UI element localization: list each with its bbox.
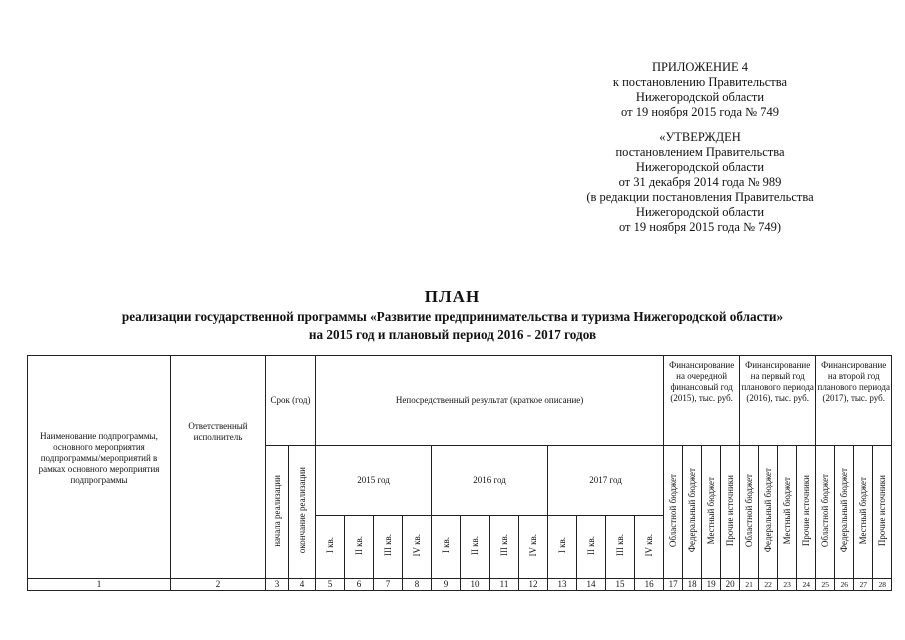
term-start-header: начала реализации [266, 446, 289, 579]
quarter-header: II кв. [345, 516, 374, 579]
quarter-header: I кв. [432, 516, 461, 579]
budget-header: Местный бюджет [778, 446, 797, 579]
budget-header: Областной бюджет [664, 446, 683, 579]
appendix-label: ПРИЛОЖЕНИЕ 4 [651, 60, 749, 74]
column-number: 27 [854, 579, 873, 591]
approved-date: от 19 ноября 2015 года № 749) [618, 220, 782, 234]
column-number: 13 [548, 579, 577, 591]
budget-header: Местный бюджет [854, 446, 873, 579]
column-number: 4 [289, 579, 316, 591]
year-2016-header: 2016 год [432, 446, 548, 516]
col-fin-2015-header: Финансирование на очередной финансовый год (2015), тыс. руб. [664, 356, 740, 446]
plan-subtitle-period: на 2015 год и плановый период 2016 - 2017 годов [308, 327, 597, 342]
plan-title: ПЛАН [424, 287, 481, 306]
column-number: 15 [606, 579, 635, 591]
approval-block [520, 60, 880, 235]
column-number: 16 [635, 579, 664, 591]
column-number: 23 [778, 579, 797, 591]
column-number: 12 [519, 579, 548, 591]
quarter-header: II кв. [461, 516, 490, 579]
column-number: 14 [577, 579, 606, 591]
budget-header: Областной бюджет [816, 446, 835, 579]
budget-header: Федеральный бюджет [835, 446, 854, 579]
budget-header: Местный бюджет [702, 446, 721, 579]
column-number: 8 [403, 579, 432, 591]
appendix-line: к постановлению Правительства [612, 75, 788, 89]
approved-date: от 31 декабря 2014 года № 989 [618, 175, 782, 189]
year-2017-header: 2017 год [548, 446, 664, 516]
quarter-header: III кв. [490, 516, 519, 579]
quarter-header: I кв. [548, 516, 577, 579]
quarter-header: IV кв. [635, 516, 664, 579]
plan-subtitle: реализации государственной программы «Развитие предпринимательства и туризма Нижегородской области» [121, 309, 784, 324]
col-executor-header: Ответственный исполнитель [171, 356, 266, 579]
column-number: 7 [374, 579, 403, 591]
approved-line: (в редакции постановления Правительства [586, 190, 814, 204]
term-end-header: окончание реализации [289, 446, 316, 579]
column-number: 3 [266, 579, 289, 591]
column-number: 20 [721, 579, 740, 591]
column-number: 11 [490, 579, 519, 591]
appendix-date: от 19 ноября 2015 года № 749 [621, 105, 779, 119]
plan-table [27, 355, 892, 591]
quarter-header: IV кв. [403, 516, 432, 579]
quarter-header: III кв. [374, 516, 403, 579]
quarter-header: I кв. [316, 516, 345, 579]
col-name-header: Наименование подпрограммы, основного мероприятия подпрограммы/мероприятий в рамках основного мероприятия подпрограммы [28, 356, 171, 579]
column-number: 10 [461, 579, 490, 591]
budget-header: Прочие источники [721, 446, 740, 579]
budget-header: Федеральный бюджет [683, 446, 702, 579]
column-number: 22 [759, 579, 778, 591]
column-number: 21 [740, 579, 759, 591]
approved-line: постановлением Правительства [615, 145, 785, 159]
budget-header: Прочие источники [797, 446, 816, 579]
column-number: 25 [816, 579, 835, 591]
budget-header: Областной бюджет [740, 446, 759, 579]
column-number: 2 [171, 579, 266, 591]
column-number: 28 [873, 579, 892, 591]
quarter-header: IV кв. [519, 516, 548, 579]
year-2015-header: 2015 год [316, 446, 432, 516]
column-number: 1 [28, 579, 171, 591]
column-number: 9 [432, 579, 461, 591]
budget-header: Прочие источники [873, 446, 892, 579]
col-term-header: Срок (год) [266, 356, 316, 446]
column-number-row [28, 579, 892, 591]
approved-line: Нижегородской области [635, 205, 765, 219]
appendix-line: Нижегородской области [635, 90, 765, 104]
quarter-header: II кв. [577, 516, 606, 579]
quarter-header: III кв. [606, 516, 635, 579]
column-number: 17 [664, 579, 683, 591]
column-number: 5 [316, 579, 345, 591]
column-number: 24 [797, 579, 816, 591]
column-number: 26 [835, 579, 854, 591]
approved-line: Нижегородской области [635, 160, 765, 174]
budget-header: Федеральный бюджет [759, 446, 778, 579]
col-result-header: Непосредственный результат (краткое описание) [316, 356, 664, 446]
col-fin-2016-header: Финансирование на первый год планового периода (2016), тыс. руб. [740, 356, 816, 446]
column-number: 19 [702, 579, 721, 591]
approved-label: «УТВЕРЖДЕН [659, 130, 741, 144]
column-number: 6 [345, 579, 374, 591]
column-number: 18 [683, 579, 702, 591]
col-fin-2017-header: Финансирование на второй год планового периода (2017), тыс. руб. [816, 356, 892, 446]
